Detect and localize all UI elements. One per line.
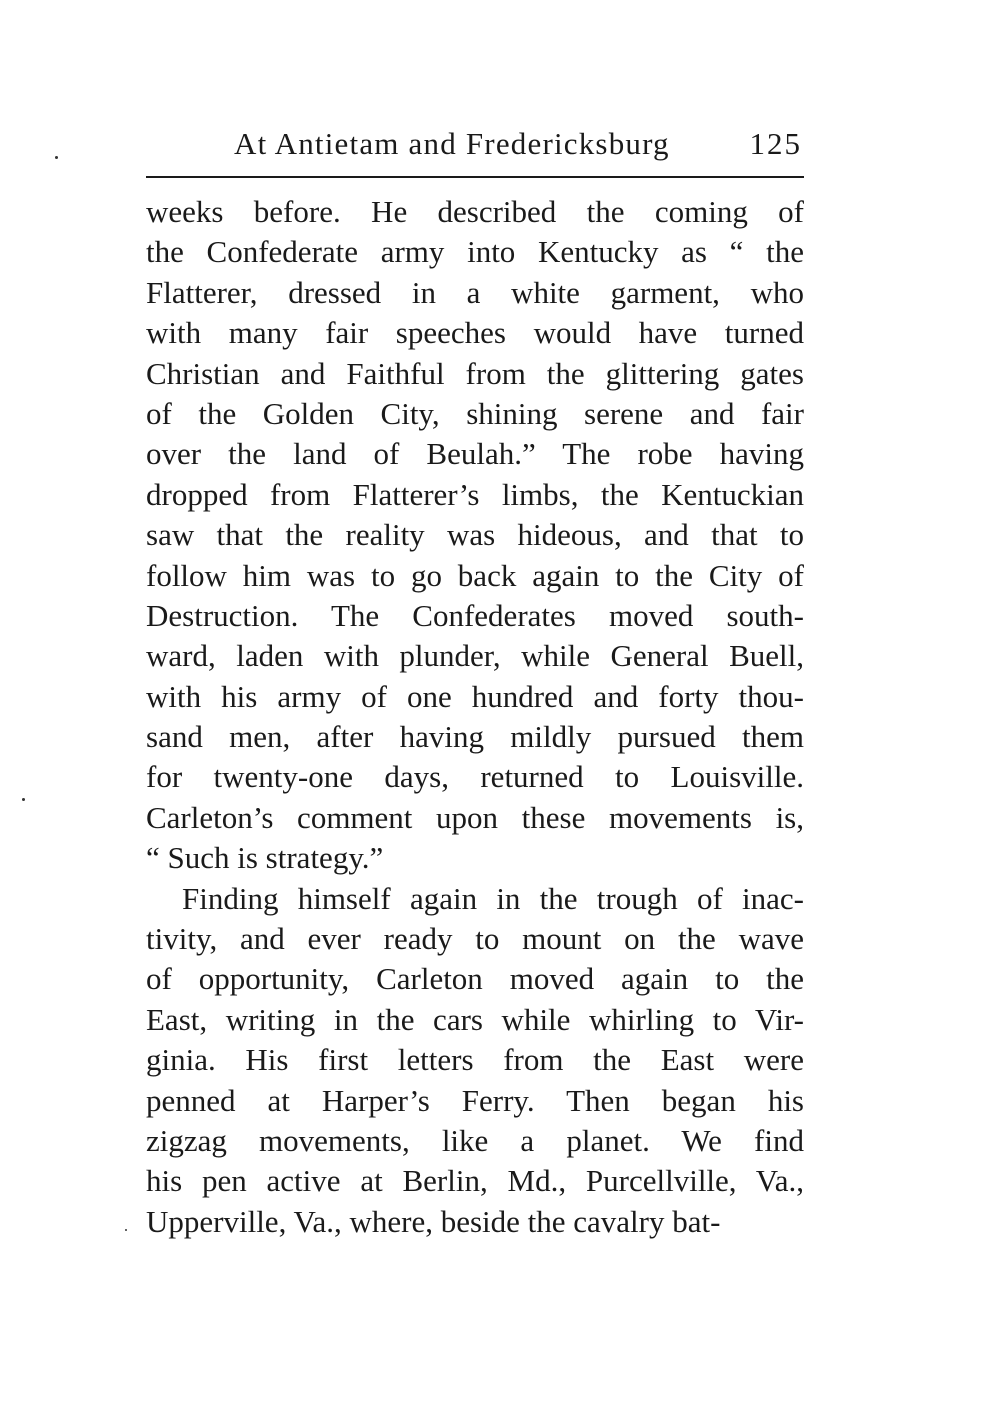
- text-line: with his army of one hundred and forty thou-: [146, 678, 804, 714]
- text-line: of opportunity, Carleton moved again to the: [146, 961, 804, 997]
- text-line: of the Golden City, shining serene and fair: [146, 395, 804, 431]
- page-number: 125: [749, 126, 802, 161]
- text-line: “ Such is strategy.”: [146, 840, 384, 876]
- text-line: Upperville, Va., where, beside the cavalry bat-: [146, 1203, 721, 1239]
- text-line: Destruction. The Confederates moved south-: [146, 597, 804, 633]
- text-line: Flatterer, dressed in a white garment, who: [146, 274, 804, 310]
- paragraph: [146, 192, 804, 879]
- running-title: At Antietam and Fredericksburg: [234, 126, 670, 161]
- header-rule: [146, 176, 804, 178]
- text-line: follow him was to go back again to the City of: [146, 557, 804, 593]
- paragraph: [146, 879, 804, 1243]
- text-line: zigzag movements, like a planet. We find: [146, 1122, 804, 1158]
- scan-speck: [22, 798, 25, 801]
- text-line: the Confederate army into Kentucky as “ the: [146, 234, 804, 270]
- text-line: ginia. His first letters from the East were: [146, 1042, 804, 1078]
- text-line: for twenty-one days, returned to Louisville.: [146, 759, 804, 795]
- body-text: [146, 192, 804, 1242]
- scan-speck: [55, 156, 58, 159]
- text-line: Christian and Faithful from the glittering gates: [146, 355, 804, 391]
- text-line: with many fair speeches would have turned: [146, 315, 804, 351]
- text-line: weeks before. He described the coming of: [146, 194, 804, 229]
- scan-speck: [125, 1229, 127, 1231]
- text-line: over the land of Beulah.” The robe having: [146, 436, 804, 472]
- text-line: Finding himself again in the trough of inac-: [182, 880, 804, 916]
- text-line: dropped from Flatterer’s limbs, the Kentuckian: [146, 476, 804, 512]
- text-line: sand men, after having mildly pursued them: [146, 719, 804, 755]
- text-line: tivity, and ever ready to mount on the wave: [146, 921, 804, 957]
- text-line: East, writing in the cars while whirling to Vir-: [146, 1001, 804, 1037]
- text-line: Carleton’s comment upon these movements is,: [146, 799, 804, 835]
- running-head: [146, 122, 804, 166]
- text-line: saw that the reality was hideous, and that to: [146, 517, 804, 553]
- text-line: ward, laden with plunder, while General Buell,: [146, 638, 804, 674]
- text-line: his pen active at Berlin, Md., Purcellville, Va.,: [146, 1163, 804, 1199]
- text-line: penned at Harper’s Ferry. Then began his: [146, 1082, 804, 1118]
